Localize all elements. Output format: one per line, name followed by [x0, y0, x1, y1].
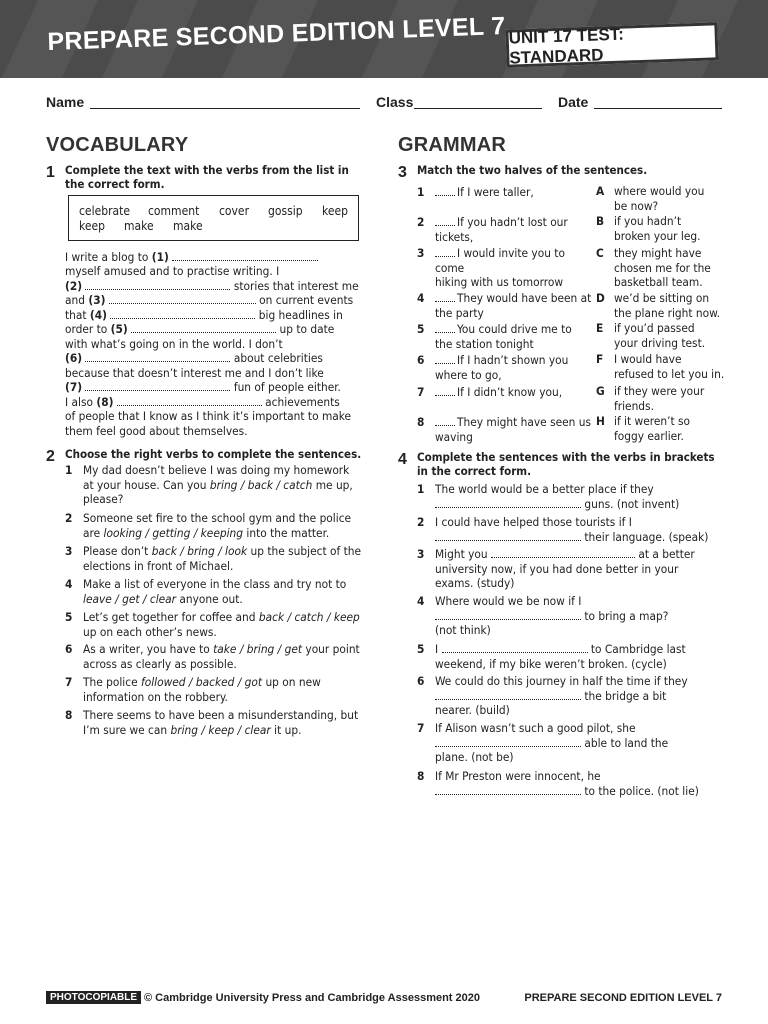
list-item: 8 There seems to have been a misunderstanding, but I’m sure we can bring / keep / clear it up.	[65, 708, 359, 737]
list-item: 6 We could do this journey in half the time if they the bridge a bit nearer. (build)	[417, 674, 688, 717]
word: make	[124, 219, 154, 233]
match-item: 2 If you hadn’t lost our tickets,	[417, 215, 568, 244]
answer-blank[interactable]	[85, 279, 230, 290]
answer-blank[interactable]	[110, 308, 255, 319]
list-item: 1 The world would be a better place if they guns. (not invent)	[417, 482, 680, 511]
answer-blank[interactable]	[491, 547, 635, 558]
word: make	[173, 219, 203, 233]
answer-blank[interactable]	[435, 736, 581, 747]
verb-choices[interactable]: back / bring / look	[151, 544, 248, 558]
answer-blank[interactable]	[435, 385, 455, 396]
answer-blank[interactable]	[435, 215, 455, 226]
verb-choices[interactable]: leave / get / clear	[83, 591, 177, 606]
unit-label-box	[505, 22, 718, 67]
answer-blank[interactable]	[435, 291, 455, 302]
vocabulary-heading: VOCABULARY	[46, 134, 189, 156]
list-item: 5 I to Cambridge last weekend, if my bike weren’t broken. (cycle)	[417, 642, 686, 671]
match-item: 4 They would have been at the party	[417, 291, 592, 320]
list-item: 3 Please don’t back / bring / look up the subject of the elections in front of Michael.	[65, 544, 361, 573]
word-box	[68, 195, 359, 241]
match-option: E if you’d passed your driving test.	[596, 321, 706, 350]
match-option: D we’d be sitting on the plane right now.	[596, 291, 721, 320]
verb-choices[interactable]: followed / backed / got	[140, 675, 263, 689]
class-label: Class	[376, 94, 414, 110]
answer-blank[interactable]	[435, 784, 581, 795]
grammar-heading: GRAMMAR	[398, 134, 507, 156]
match-item: 1 If I were taller,	[417, 185, 534, 199]
photocopiable-badge: PHOTOCOPIABLE	[46, 991, 141, 1004]
word: comment	[148, 204, 200, 218]
list-item: 6 As a writer, you have to take / bring / get your point across as clearly as possible.	[65, 642, 360, 671]
answer-blank[interactable]	[131, 322, 276, 333]
date-label: Date	[558, 94, 589, 110]
match-item: 6 If I hadn’t shown you where to go,	[417, 353, 569, 382]
word: keep	[79, 219, 105, 233]
page-footer	[46, 991, 722, 1007]
list-item: 7 If Alison wasn’t such a good pilot, she able to land the plane. (not be)	[417, 721, 669, 764]
list-item: 8 If Mr Preston were innocent, he to the police. (not lie)	[417, 769, 699, 798]
answer-blank[interactable]	[85, 351, 230, 362]
question-number: 3	[398, 164, 407, 181]
verb-choices[interactable]: take / bring / get	[213, 642, 303, 656]
answer-blank[interactable]	[435, 415, 455, 426]
answer-blank[interactable]	[172, 250, 318, 261]
question-instruction: Choose the right verbs to complete the sentences.	[65, 447, 362, 461]
match-option: B if you hadn’t broken your leg.	[596, 214, 701, 243]
answer-blank[interactable]	[435, 322, 455, 333]
question-number: 4	[398, 451, 407, 468]
unit-label: UNIT 17 TEST: STANDARD	[508, 24, 625, 68]
question-instruction: Match the two halves of the sentences.	[417, 163, 648, 177]
word: celebrate	[79, 204, 131, 218]
name-field[interactable]	[90, 108, 360, 109]
match-option: G if they were your friends.	[596, 384, 705, 413]
match-item: 5 You could drive me to the station tonight	[417, 322, 572, 351]
list-item: 1 My dad doesn’t believe I was doing my homework at your house. Can you bring / back / catch me up, please?	[65, 463, 353, 506]
answer-blank[interactable]	[117, 395, 262, 406]
question-instruction: Complete the sentences with the verbs in brackets in the correct form.	[417, 450, 715, 478]
answer-blank[interactable]	[109, 293, 256, 304]
question-number: 2	[46, 448, 55, 465]
answer-blank[interactable]	[435, 609, 581, 620]
match-option: F I would have refused to let you in.	[596, 352, 725, 381]
answer-blank[interactable]	[85, 380, 230, 391]
match-item: 3 I would invite you to come hiking with us tomorrow	[417, 246, 565, 289]
verb-choices[interactable]: bring / keep / clear	[170, 722, 271, 737]
verb-choices[interactable]: looking / getting / keeping	[103, 525, 244, 540]
answer-blank[interactable]	[435, 530, 581, 541]
verb-choices[interactable]: bring / back / catch	[209, 477, 313, 492]
list-item: 2 Someone set fire to the school gym and the police are looking / getting / keeping into the matter.	[65, 511, 352, 540]
match-item: 8 They might have seen us waving	[417, 415, 592, 444]
book-title: PREPARE SECOND EDITION LEVEL 7	[47, 12, 506, 56]
list-item: 2 I could have helped those tourists if I their language. (speak)	[417, 515, 709, 544]
answer-blank[interactable]	[435, 185, 455, 196]
list-item: 5 Let’s get together for coffee and back / catch / keep up on each other’s news.	[65, 610, 360, 639]
list-item: 3 Might you at a better university now, if you had done better in your exams. (study)	[417, 547, 695, 590]
match-option: A where would you be now?	[596, 184, 705, 213]
answer-blank[interactable]	[435, 689, 581, 700]
copyright: © Cambridge University Press and Cambridge Assessment 2020	[144, 992, 480, 1004]
answer-blank[interactable]	[435, 497, 581, 508]
student-info-row	[46, 94, 722, 114]
class-field[interactable]	[414, 108, 542, 109]
list-item: 4 Where would we be now if I to bring a map? (not think)	[417, 594, 669, 637]
question-instruction: Complete the text with the verbs from the list in the correct form.	[65, 163, 349, 191]
match-item: 7 If I didn’t know you,	[417, 385, 563, 399]
list-item: 4 Make a list of everyone in the class and try not to leave / get / clear anyone out.	[65, 577, 347, 606]
answer-blank[interactable]	[435, 353, 455, 364]
match-option: C they might have chosen me for the basketball team.	[596, 246, 711, 289]
verb-choices[interactable]: back / catch / keep	[258, 610, 360, 624]
word: keep	[322, 204, 348, 218]
list-item: 7 The police followed / backed / got up on new information on the robbery.	[65, 675, 321, 704]
question-number: 1	[46, 164, 55, 181]
footer-title: PREPARE SECOND EDITION LEVEL 7	[524, 992, 722, 1004]
word: gossip	[268, 204, 303, 218]
word: cover	[219, 204, 250, 218]
name-label: Name	[46, 94, 85, 110]
answer-blank[interactable]	[442, 642, 588, 653]
match-option: H if it weren’t so foggy earlier.	[596, 414, 691, 443]
answer-blank[interactable]	[435, 246, 455, 257]
date-field[interactable]	[594, 108, 722, 109]
